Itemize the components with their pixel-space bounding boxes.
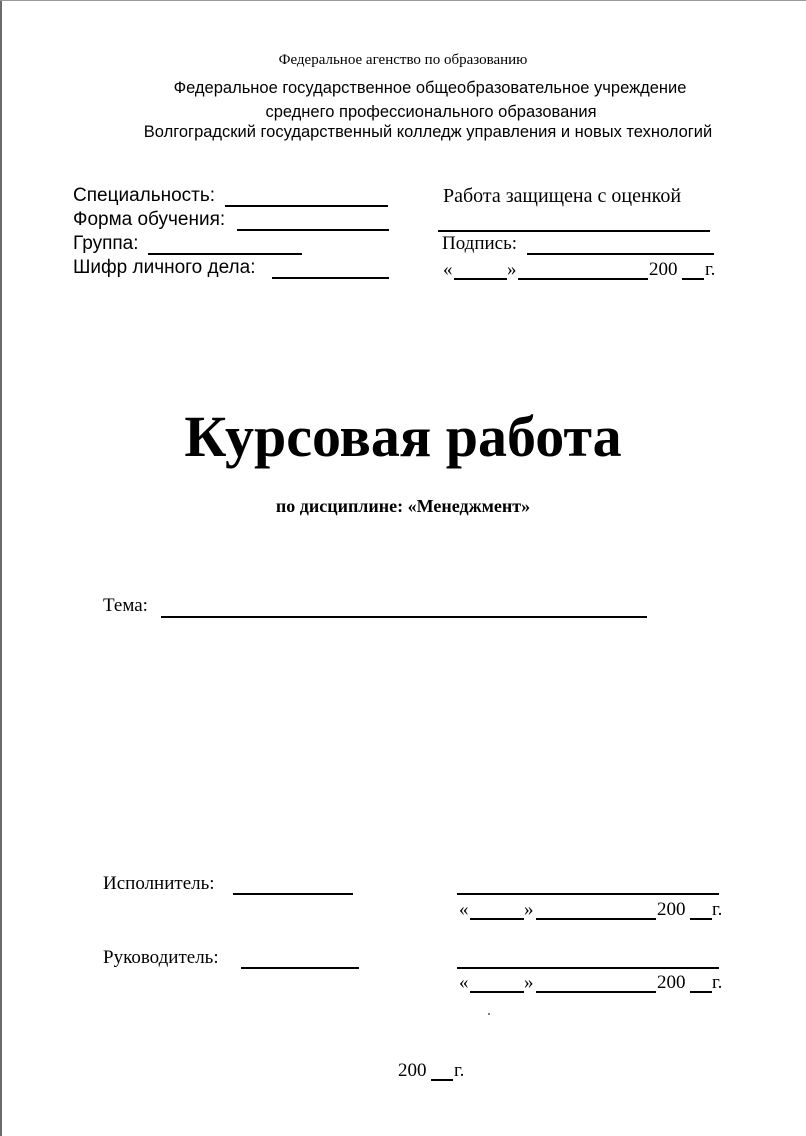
footer-year-prefix: 200 — [398, 1060, 427, 1081]
topic-blank-line — [161, 616, 647, 618]
day-blank-line — [454, 278, 507, 280]
date-year: 200 — [657, 899, 686, 920]
institution-line-2: среднего профессионального образования — [265, 103, 597, 121]
supervisor-signature-line — [457, 967, 719, 969]
group-blank-line — [148, 253, 302, 255]
month-blank-line — [536, 918, 656, 920]
supervisor-label: Руководитель: — [103, 947, 219, 968]
institution-line-3: Волгоградский государственный колледж управления и новых технологий — [143, 123, 713, 141]
grade-blank-line — [438, 230, 710, 232]
date-suffix: г. — [712, 972, 723, 993]
date-open-quote: « — [459, 899, 469, 920]
page-edge-top — [0, 0, 806, 1]
date-close-quote: » — [507, 259, 517, 280]
date-open-quote: « — [443, 259, 453, 280]
performer-signature-line — [457, 893, 719, 895]
group-label: Группа: — [73, 233, 139, 254]
topic-label: Тема: — [103, 595, 148, 616]
study-form-label: Форма обучения: — [73, 209, 226, 230]
discipline-subtitle: по дисциплине: «Менеджмент» — [275, 496, 531, 516]
performer-label: Исполнитель: — [103, 873, 215, 894]
study-form-blank-line — [237, 229, 389, 231]
year-blank-line — [682, 278, 704, 280]
specialty-blank-line — [225, 205, 388, 207]
date-open-quote: « — [459, 972, 469, 993]
date-year: 200 — [649, 259, 678, 280]
page-edge-left — [0, 0, 2, 1136]
day-blank-line — [470, 918, 524, 920]
signature-blank-line — [527, 253, 714, 255]
file-code-label: Шифр личного дела: — [73, 257, 256, 278]
grade-label: Работа защищена с оценкой — [443, 185, 682, 207]
date-suffix: г. — [705, 259, 716, 280]
date-suffix: г. — [712, 899, 723, 920]
footer-year-suffix: г. — [454, 1060, 465, 1081]
year-blank-line — [690, 991, 712, 993]
document-title: Курсовая работа — [184, 404, 622, 469]
supervisor-name-line — [241, 967, 359, 969]
signature-label: Подпись: — [442, 233, 518, 254]
footer-year-blank-line — [431, 1079, 453, 1081]
performer-name-line — [233, 893, 353, 895]
specialty-label: Специальность: — [73, 185, 216, 206]
date-close-quote: » — [524, 972, 534, 993]
day-blank-line — [470, 991, 524, 993]
agency-name: Федеральное агенство по образованию — [278, 52, 528, 68]
file-code-blank-line — [272, 277, 389, 279]
institution-line-1: Федеральное государственное общеобразовательное учреждение — [173, 79, 687, 97]
month-blank-line — [536, 991, 656, 993]
year-blank-line — [690, 918, 712, 920]
scan-speck — [488, 1013, 490, 1015]
date-year: 200 — [657, 972, 686, 993]
date-close-quote: » — [524, 899, 534, 920]
month-blank-line — [518, 278, 648, 280]
